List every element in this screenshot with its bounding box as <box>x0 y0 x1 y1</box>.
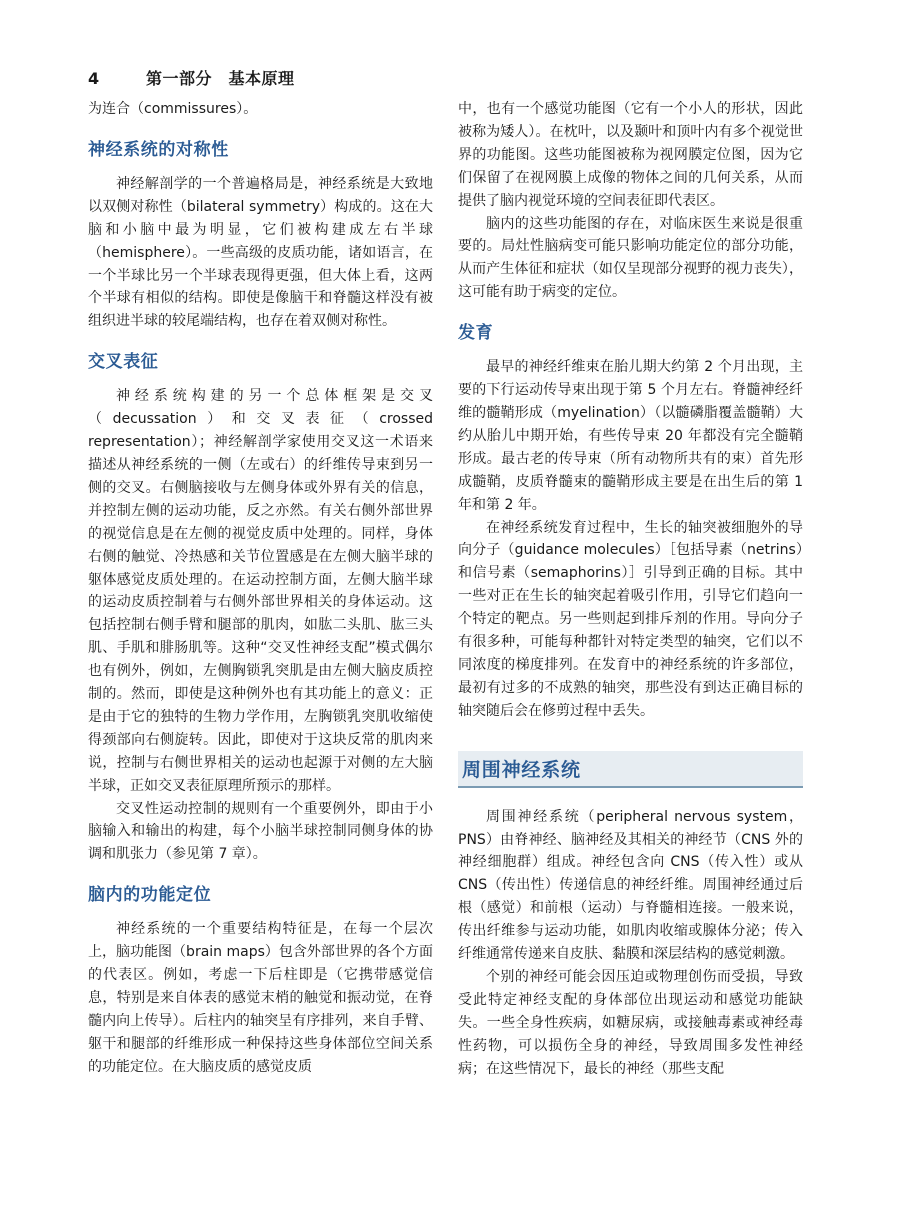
paragraph: 为连合（commissures）。 <box>88 101 258 117</box>
paragraph: 在神经系统发育过程中，生长的轴突被细胞外的导向分子（guidance molecules）［包括导素（netrins）和信号素（semaphorins）］引导到正确的目标。其中一些对正在生长的轴突起着吸引作用，引导它们趋向一个特定的靶点。另一些则起到排斥剂的作用。导向分子有很多种，可能每种都针对特定类型的轴突，它们以不同浓度的梯度排列。在发育中的神经系统的许多部位，最初有过多的不成熟的轴突，那些没有到达正确目标的轴突随后会在修剪过程中丢失。 <box>458 519 803 719</box>
paragraph: 神经解剖学的一个普遍格局是，神经系统是大致地以双侧对称性（bilateral symmetry）构成的。这在大脑和小脑中最为明显，它们被构建成左右半球（hemisphere）。一些高级的皮质功能，诸如语言，在一个半球比另一个半球表现得更强，但大体上看，这两个半球有相似的结构。即使是像脑干和脊髓这样没有被组织进半球的较尾端结构，也存在着双侧对称性。 <box>88 175 433 330</box>
section-heading-symmetry: 神经系统的对称性 <box>88 139 229 160</box>
section-heading-development: 发育 <box>458 323 494 344</box>
paragraph: 中，也有一个感觉功能图（它有一个小人的形状，因此被称为矮人）。在枕叶，以及颞叶和顶叶内有多个视觉世界的功能图。这些功能图被称为视网膜定位图，因为它们保留了在视网膜上成像的物体之间的几何关系，从而提供了脑内视觉环境的空间表征即代表区。 <box>458 101 803 209</box>
part-title: 第一部分 基本原理 <box>146 69 295 88</box>
section-heading-crossed-representation: 交叉表征 <box>88 352 159 373</box>
left-column <box>88 98 433 1079</box>
page-number: 4 <box>88 69 100 88</box>
paragraph: 最早的神经纤维束在胎儿期大约第 2 个月出现，主要的下行运动传导束出现于第 5 个月左右。脊髓神经纤维的髓鞘形成（myelination）（以髓磷脂覆盖髓鞘）大约从胎儿中期开始，有些传导束 20 年都没有完全髓鞘形成。最古老的传导束（所有动物所共有的束）首先形成髓鞘，皮质脊髓束的髓鞘形成主要是在出生后的第 1 年和第 2 年。 <box>458 359 803 513</box>
major-section-banner <box>458 751 803 788</box>
paragraph: 神经系统的一个重要结构特征是，在每一个层次上，脑功能图（brain maps）包含外部世界的各个方面的代表区。例如，考虑一下后柱即是（它携带感觉信息，特别是来自体表的感觉末梢的触觉和振动觉，在脊髓内向上传导）。后柱内的轴突呈有序排列，来自手臂、躯干和腿部的纤维形成一种保持这些身体部位空间关系的功能定位。在大脑皮质的感觉皮质 <box>88 921 433 1075</box>
paragraph: 周围神经系统（peripheral nervous system，PNS）由脊神经、脑神经及其相关的神经节（CNS 外的神经细胞群）组成。神经包含向 CNS（传入性）或从 CNS（传出性）传递信息的神经纤维。周围神经通过后根（感觉）和前根（运动）与脊髓相连接。一般来说，传出纤维参与运动功能，如肌肉收缩或腺体分泌；传入纤维通常传递来自皮肤、黏膜和深层结构的感觉刺激。 <box>458 808 803 963</box>
paragraph: 交叉性运动控制的规则有一个重要例外，即由于小脑输入和输出的构建，每个小脑半球控制同侧身体的协调和肌张力（参见第 7 章）。 <box>88 800 433 863</box>
section-heading-brain-maps: 脑内的功能定位 <box>88 885 212 906</box>
paragraph: 神经系统构建的另一个总体框架是交叉（decussation）和交叉表征（crossed representation）；神经解剖学家使用交叉这一术语来描述从神经系统的一侧（左或右）的纤维传导束到另一侧的交叉。右侧脑接收与左侧身体或外界有关的信息，并控制左侧的运动功能，反之亦然。有关右侧外部世界的视觉信息是在左侧的视觉皮质中处理的。同样，身体右侧的触觉、冷热感和关节位置感是在左侧大脑半球的躯体感觉皮质处理的。在运动控制方面，左侧大脑半球的运动皮质控制着与右侧外部世界相关的身体运动。这包括控制右侧手臂和腿部的肌肉，如肱二头肌、肱三头肌、手肌和腓肠肌等。这种“交叉性神经支配”模式偶尔也有例外，例如，左侧胸锁乳突肌是由左侧大脑皮质控制的。然而，即使是这种例外也有其功能上的意义：正是由于它的独特的生物力学作用，左胸锁乳突肌收缩使得颈部向右侧旋转。因此，即使对于这块反常的肌肉来说，控制与右侧世界相关的运动也起源于对侧的左大脑半球，正如交叉表征原理所预示的那样。 <box>88 388 433 794</box>
right-column <box>458 98 803 1081</box>
running-header <box>88 66 295 89</box>
paragraph: 脑内的这些功能图的存在，对临床医生来说是很重要的。局灶性脑病变可能只影响功能定位的部分功能，从而产生体征和症状（如仅呈现部分视野的视力丧失），这可能有助于病变的定位。 <box>458 215 803 301</box>
paragraph: 个别的神经可能会因压迫或物理创伤而受损，导致受此特定神经支配的身体部位出现运动和感觉功能缺失。一些全身性疾病，如糖尿病，或接触毒素或神经毒性药物，可以损伤全身的神经，导致周围多发性神经病；在这些情况下，最长的神经（那些支配 <box>458 969 803 1077</box>
major-heading-pns: 周围神经系统 <box>462 758 581 781</box>
